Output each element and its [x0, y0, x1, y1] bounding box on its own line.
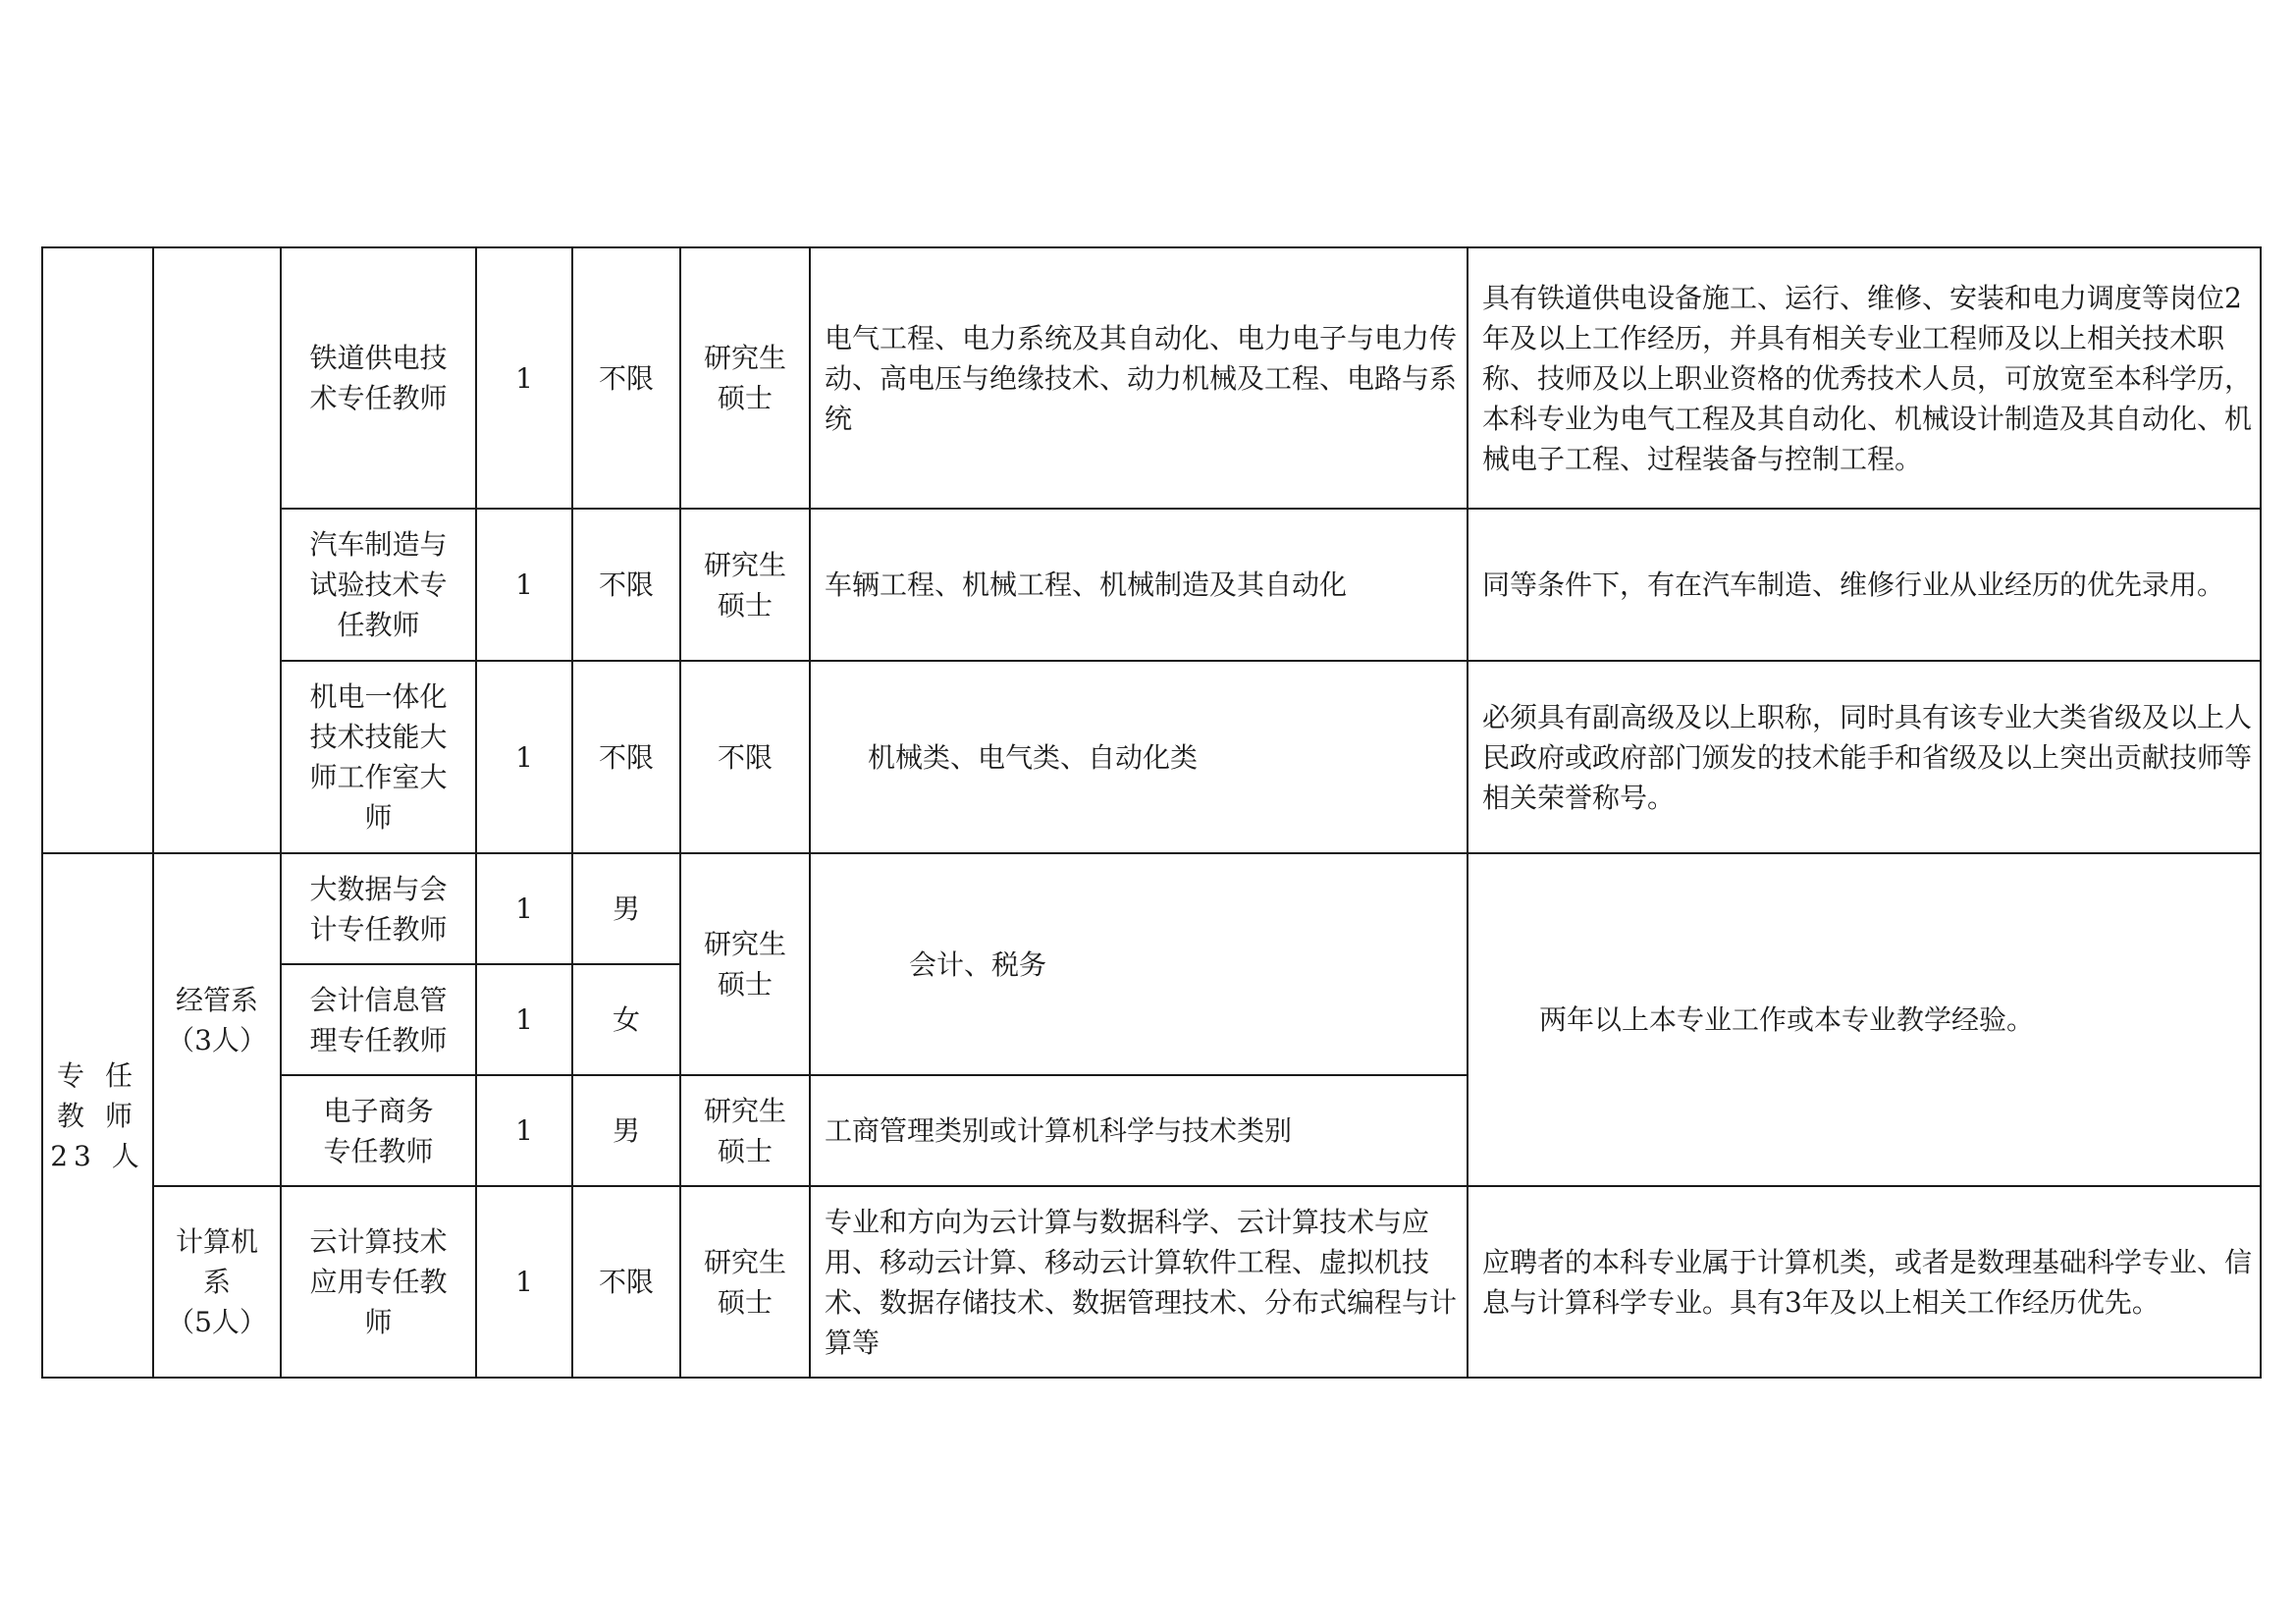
position-cell: 大数据与会 计专任教师 [281, 853, 476, 964]
table-row [42, 853, 2261, 964]
recruitment-table [41, 246, 2262, 1379]
requirement-cell: 两年以上本专业工作或本专业教学经验。 [1468, 853, 2261, 1186]
major-cell: 工商管理类别或计算机科学与技术类别 [810, 1075, 1468, 1186]
count-cell: 1 [476, 661, 572, 853]
major-cell: 车辆工程、机械工程、机械制造及其自动化 [810, 509, 1468, 661]
degree-cell: 不限 [680, 661, 810, 853]
count-cell: 1 [476, 853, 572, 964]
major-cell: 机械类、电气类、自动化类 [810, 661, 1468, 853]
gender-cell: 不限 [572, 661, 680, 853]
dept-cell-empty [153, 247, 281, 853]
category-cell-empty [42, 247, 153, 853]
requirement-cell: 应聘者的本科专业属于计算机类，或者是数理基础科学专业、信息与计算科学专业。具有3年及以上相关工作经历优先。 [1468, 1186, 2261, 1378]
position-cell: 云计算技术 应用专任教 师 [281, 1186, 476, 1378]
gender-cell: 女 [572, 964, 680, 1075]
dept-cell-jisuanji: 计算机 系 （5人） [153, 1186, 281, 1378]
count-cell: 1 [476, 1075, 572, 1186]
position-cell: 会计信息管 理专任教师 [281, 964, 476, 1075]
gender-cell: 不限 [572, 509, 680, 661]
count-cell: 1 [476, 964, 572, 1075]
degree-cell: 研究生 硕士 [680, 1075, 810, 1186]
position-cell: 电子商务 专任教师 [281, 1075, 476, 1186]
requirement-cell: 必须具有副高级及以上职称，同时具有该专业大类省级及以上人民政府或政府部门颁发的技术能手和省级及以上突出贡献技师等相关荣誉称号。 [1468, 661, 2261, 853]
gender-cell: 男 [572, 1075, 680, 1186]
major-cell: 会计、税务 [810, 853, 1468, 1075]
category-cell: 专 任 教 师 23 人 [42, 853, 153, 1378]
degree-cell: 研究生 硕士 [680, 509, 810, 661]
degree-cell: 研究生 硕士 [680, 853, 810, 1075]
requirement-cell: 具有铁道供电设备施工、运行、维修、安装和电力调度等岗位2年及以上工作经历，并具有相关专业工程师及以上相关技术职称、技师及以上职业资格的优秀技术人员，可放宽至本科学历，本科专业为电气工程及其自动化、机械设计制造及其自动化、机械电子工程、过程装备与控制工程。 [1468, 247, 2261, 509]
gender-cell: 不限 [572, 247, 680, 509]
position-cell: 铁道供电技 术专任教师 [281, 247, 476, 509]
position-cell: 机电一体化 技术技能大 师工作室大 师 [281, 661, 476, 853]
gender-cell: 不限 [572, 1186, 680, 1378]
table-row [42, 509, 2261, 661]
requirement-cell: 同等条件下，有在汽车制造、维修行业从业经历的优先录用。 [1468, 509, 2261, 661]
table-row [42, 1186, 2261, 1378]
dept-cell-jingguan: 经管系 （3人） [153, 853, 281, 1186]
major-cell: 专业和方向为云计算与数据科学、云计算技术与应用、移动云计算、移动云计算软件工程、虚拟机技术、数据存储技术、数据管理技术、分布式编程与计算等 [810, 1186, 1468, 1378]
major-cell: 电气工程、电力系统及其自动化、电力电子与电力传动、高电压与绝缘技术、动力机械及工程、电路与系统 [810, 247, 1468, 509]
table-row [42, 661, 2261, 853]
count-cell: 1 [476, 1186, 572, 1378]
count-cell: 1 [476, 509, 572, 661]
count-cell: 1 [476, 247, 572, 509]
gender-cell: 男 [572, 853, 680, 964]
degree-cell: 研究生 硕士 [680, 1186, 810, 1378]
table-row [42, 247, 2261, 509]
position-cell: 汽车制造与 试验技术专 任教师 [281, 509, 476, 661]
degree-cell: 研究生 硕士 [680, 247, 810, 509]
